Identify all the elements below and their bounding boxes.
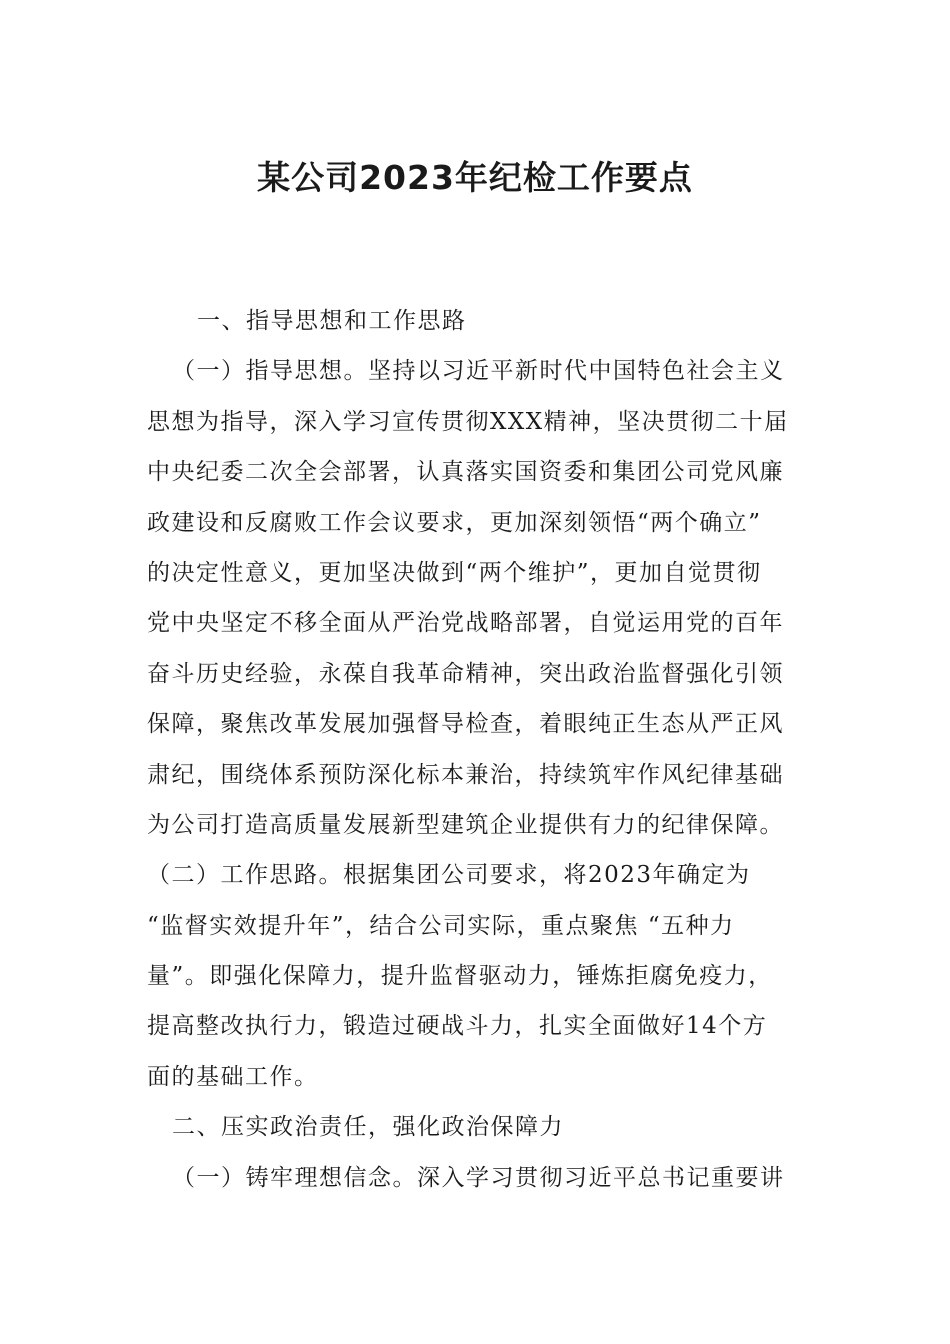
paragraph-line: （一）指导思想。坚持以习近平新时代中国特色社会主义: [172, 358, 785, 385]
document-body: [147, 296, 810, 1203]
paragraph-line: 为公司打造高质量发展新型建筑企业提供有力的纪律保障。: [147, 811, 784, 838]
paragraph-line: 中央纪委二次全会部署，认真落实国资委和集团公司党风廉: [147, 459, 784, 486]
paragraph-line: 肃纪，围绕体系预防深化标本兼治，持续筑牢作风纪律基础: [147, 761, 784, 788]
paragraph-line: 面的基础工作。: [147, 1063, 319, 1090]
paragraph-line: （一）铸牢理想信念。深入学习贯彻习近平总书记重要讲: [172, 1164, 785, 1191]
section-heading-1: 一、指导思想和工作思路: [197, 308, 467, 334]
paragraph-line: （二）工作思路。根据集团公司要求，将2023年确定为: [147, 862, 751, 889]
paragraph-line: 思想为指导，深入学习宣传贯彻XXX精神，坚决贯彻二十届: [147, 408, 789, 435]
paragraph-line: 奋斗历史经验，永葆自我革命精神，突出政治监督强化引领: [147, 660, 784, 687]
paragraph-line: 量”。即强化保障力，提升监督驱动力，锤炼拒腐免疫力，: [147, 963, 773, 990]
paragraph-line: 的决定性意义，更加坚决做到“两个维护”，更加自觉贯彻: [147, 559, 762, 586]
document-title: 某公司2023年纪检工作要点: [257, 158, 693, 197]
section-heading-2: 二、压实政治责任，强化政治保障力: [172, 1114, 564, 1141]
paragraph-line: “监督实效提升年”，结合公司实际，重点聚焦 “五种力: [147, 912, 735, 939]
paragraph-line: 保障，聚焦改革发展加强督导检查，着眼纯正生态从严正风: [147, 711, 784, 738]
paragraph-line: 党中央坚定不移全面从严治党战略部署，自觉运用党的百年: [147, 610, 784, 637]
paragraph-line: 提高整改执行力，锻造过硬战斗力，扎实全面做好14个方: [147, 1013, 768, 1040]
paragraph-line: 政建设和反腐败工作会议要求，更加深刻领悟“两个确立”: [147, 509, 762, 536]
